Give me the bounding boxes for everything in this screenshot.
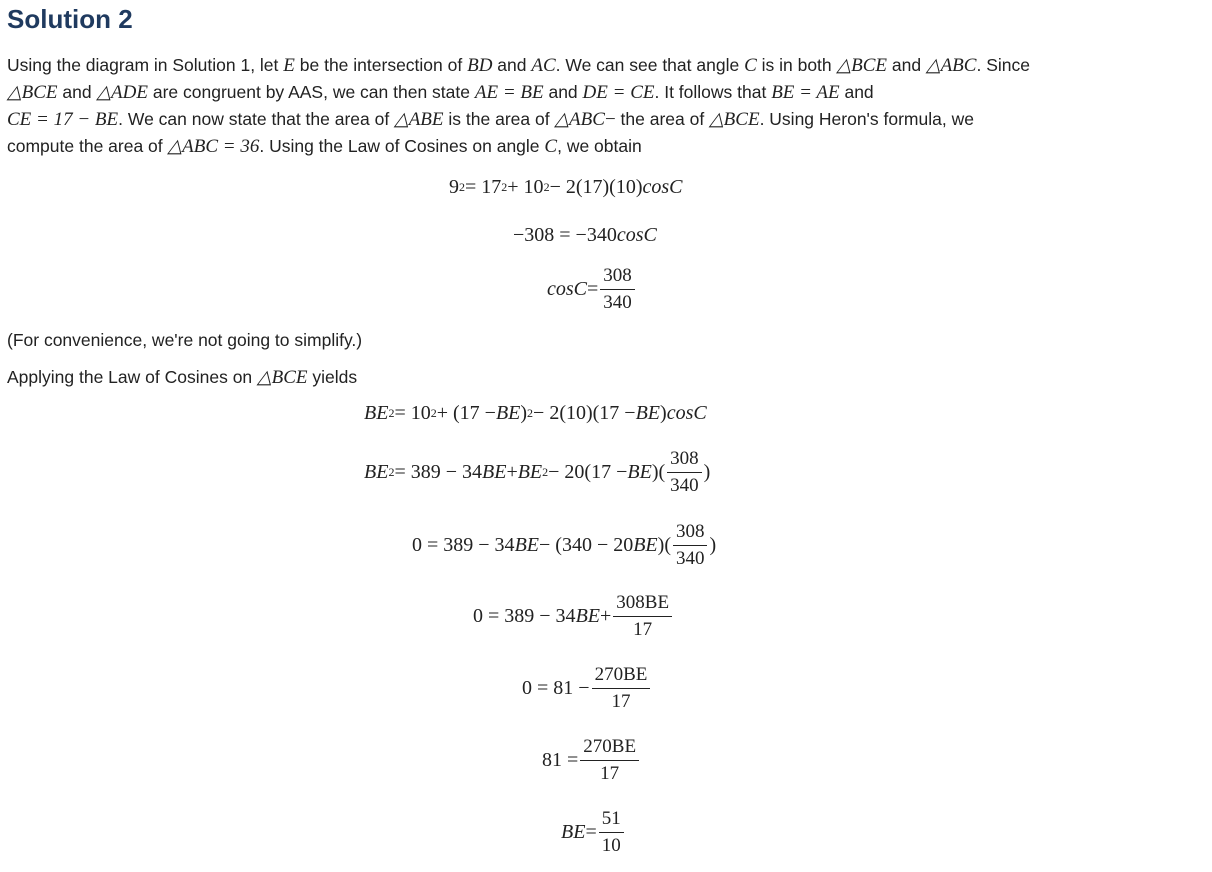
text: be the intersection of [294,55,468,75]
eq-term: = 10 [394,402,431,424]
numerator: 51 [599,808,624,833]
eq-term: 0 = 81 − [522,677,590,699]
equation-9 [542,736,641,785]
denominator: 10 [601,835,621,856]
eq-var: BE [627,461,652,483]
equation-7 [473,592,674,641]
intro-line-2 [7,79,1202,106]
eq-term: ) [703,461,711,483]
convenience-note: (For convenience, we're not going to simplify.) [7,330,363,350]
eq-var: BE [482,461,507,483]
text: the area of [615,109,710,129]
math-inline: C [544,136,558,157]
denominator: 17 [633,619,653,640]
eq-var: cosC [642,176,683,198]
text: . Using Heron's formula, we [759,109,974,129]
eq-term: − 2(17)(10) [549,176,643,198]
math-inline: DE = CE [582,82,655,103]
eq-term: ) [709,534,717,556]
eq-term: ) [660,402,667,424]
math-inline: △ABE [394,109,444,130]
math-inline: △ABC [925,55,977,76]
eq-exponent: 2 [527,406,534,420]
eq-term: − 20(17 − [548,461,628,483]
intro-paragraph [7,52,1202,160]
text: is the area of [443,109,555,129]
eq-term: + [600,605,612,627]
intro-line-3 [7,106,1202,133]
text: . It follows that [654,82,772,102]
eq-var: cosC [616,224,657,246]
fraction [599,808,624,857]
numerator: 308BE [613,592,672,617]
text: and [57,82,97,102]
math-inline: △BCE [709,109,760,130]
denominator: 340 [603,292,632,313]
numerator: 270BE [580,736,639,761]
math-inline: △BCE [257,367,308,388]
text: are congruent by AAS, we can then state [147,82,475,102]
eq-var: BE [561,821,586,843]
math-inline: BD [467,55,493,76]
math-inline: AE = BE [474,82,544,103]
math-inline: − [604,109,616,130]
equation-3 [547,265,637,314]
text: Using the diagram in Solution 1, let [7,55,284,75]
numerator: 308 [600,265,635,290]
text: . We can now state that the area of [118,109,395,129]
equation-2 [513,224,657,247]
text: is in both [756,55,837,75]
math-inline: △BCE [836,55,888,76]
eq-var: cosC [666,402,707,424]
eq-var: BE [633,534,658,556]
eq-exponent: 2 [430,406,437,420]
eq-term: 0 = 389 − 34 [412,534,515,556]
eq-term: + [506,461,518,483]
numerator: 308 [673,521,708,546]
math-inline: BE = AE [771,82,840,103]
math-inline: △ABC = 36 [167,136,260,157]
equation-1 [449,176,682,199]
numerator: 270BE [592,664,651,689]
eq-term: + (17 − [436,402,496,424]
denominator: 17 [611,691,631,712]
numerator: 308 [667,448,702,473]
equation-5 [364,448,710,497]
text: compute the area of [7,136,168,156]
text: yields [307,367,358,387]
intro-line-4 [7,133,1202,160]
text: and [492,55,532,75]
eq-var: BE [517,461,543,483]
eq-exponent: 2 [388,465,395,479]
law-of-cosines-note [7,366,357,389]
eq-term: )( [657,534,671,556]
eq-term: = 17 [465,176,502,198]
denominator: 340 [670,475,699,496]
eq-var: BE [364,402,389,424]
eq-var: BE [364,461,389,483]
equation-6 [412,521,716,570]
eq-term: 81 = [542,749,579,771]
denominator: 340 [675,548,705,569]
fraction [673,521,708,570]
eq-var: BE [514,534,539,556]
eq-term: 0 = 389 − 34 [473,605,576,627]
eq-term: = 389 − 34 [394,461,482,483]
eq-term: )( [651,461,666,483]
eq-exponent: 2 [388,406,395,420]
eq-term: = [585,821,597,843]
eq-exponent: 2 [459,180,465,194]
eq-term: ) [520,402,528,424]
text: Applying the Law of Cosines on [7,367,258,387]
eq-term: + 10 [507,176,544,198]
math-inline: C [744,55,757,76]
solution-heading: Solution 2 [7,4,133,34]
text: , we obtain [557,136,642,156]
eq-var: cosC [547,278,587,300]
fraction [613,592,672,641]
eq-var: BE [495,402,521,424]
text: and [839,82,874,102]
math-inline: CE = 17 − BE [7,109,119,130]
eq-term: − 2(10)(17 − [533,402,636,424]
fraction [580,736,639,785]
fraction [592,664,651,713]
eq-term: = [587,278,599,300]
equation-8 [522,664,652,713]
eq-term: −308 = −340 [513,224,617,246]
text: and [543,82,583,102]
eq-exponent: 2 [501,180,508,194]
equation-4 [364,402,707,425]
math-inline: △BCE [7,82,58,103]
text: . Since [976,55,1030,75]
math-inline: △ABC [554,109,605,130]
eq-term: 9 [449,176,459,198]
math-inline: △ADE [96,82,148,103]
eq-var: BE [575,605,600,627]
math-inline: AC [531,55,556,76]
text: . Using the Law of Cosines on angle [259,136,545,156]
eq-term: − (340 − 20 [539,534,634,556]
text: . We can see that angle [555,55,745,75]
eq-exponent: 2 [543,180,550,194]
intro-line-1 [7,52,1202,79]
eq-exponent: 2 [542,465,549,479]
eq-var: BE [635,402,661,424]
fraction [600,265,635,314]
denominator: 17 [600,763,620,784]
math-inline: E [283,55,295,76]
fraction [667,448,702,497]
equation-10 [561,808,626,857]
text: and [887,55,926,75]
